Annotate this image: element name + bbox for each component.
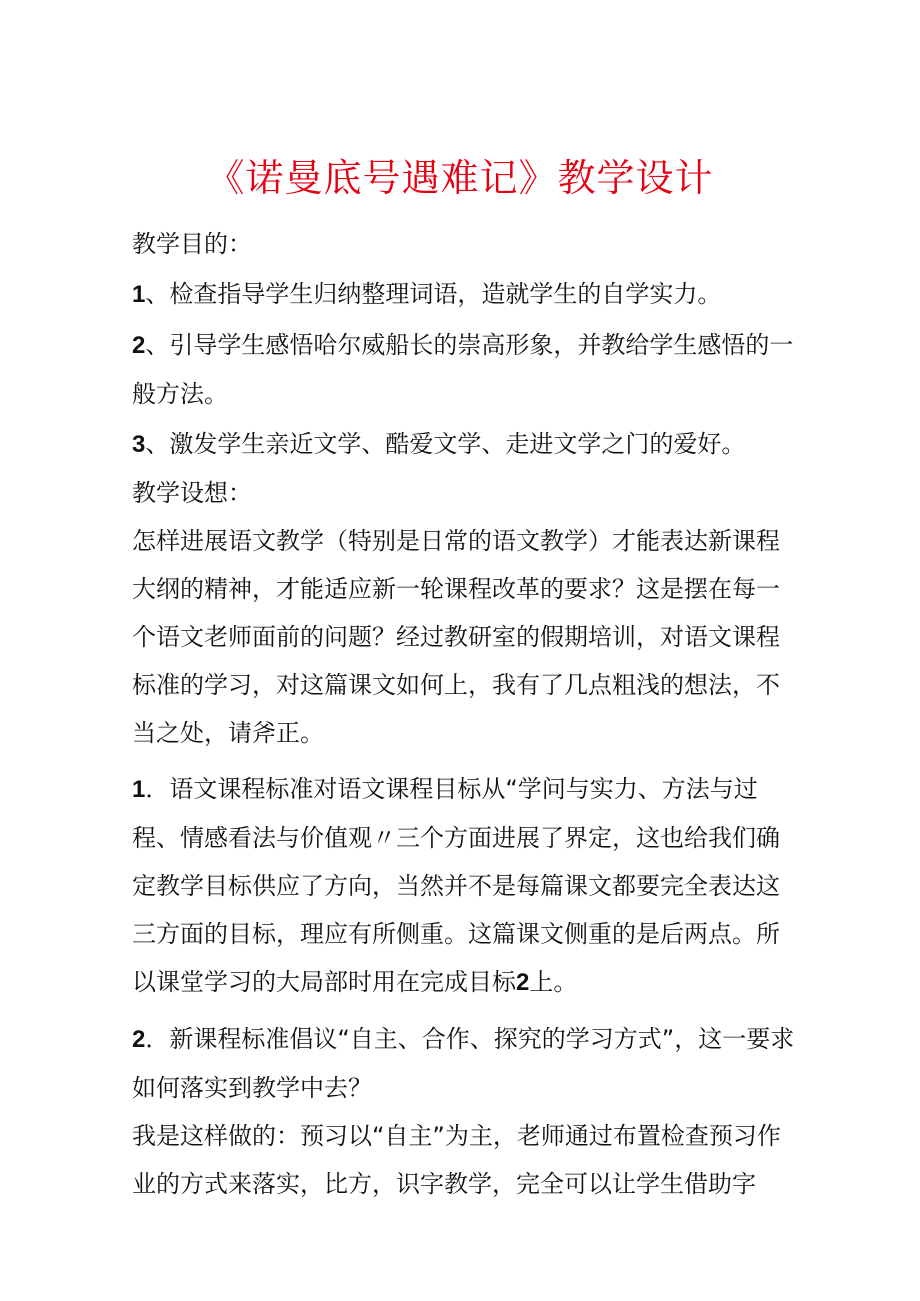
goal-text: 、激发学生亲近文学、酷爱文学、走进文学之门的爱好。 bbox=[145, 430, 746, 458]
practice-paragraph: 我是这样做的：预习以“自主”为主，老师通过布置检查预习作业的方式来落实，比方，识字教学，完全可以让学生借助字 bbox=[132, 1122, 781, 1198]
section-heading-ideas: 教学设想： bbox=[132, 479, 252, 507]
point-item-2 bbox=[132, 1015, 797, 1112]
document-body bbox=[132, 220, 797, 1208]
goal-text: 、检查指导学生归纳整理词语，造就学生的自学实力。 bbox=[145, 280, 722, 308]
goal-item-2 bbox=[132, 321, 797, 418]
point-emphasis-number: 2 bbox=[516, 969, 530, 996]
intro-paragraph: 怎样进展语文教学（特别是日常的语文教学）才能表达新课程大纲的精神，才能适应新一轮课程改革的要求？这是摆在每一个语文老师面前的问题？经过教研室的假期培训，对语文课程标准的学习，对这篇课文如何上，我有了几点粗浅的想法，不当之处，请斧正。 bbox=[132, 527, 780, 747]
section-heading-goals: 教学目的： bbox=[132, 230, 252, 258]
goal-number: 2 bbox=[132, 332, 146, 359]
goal-item-1 bbox=[132, 270, 797, 319]
document-title: 《诺曼底号遇难记》教学设计 bbox=[206, 156, 714, 200]
point-item-1 bbox=[132, 765, 797, 1007]
goal-number: 1 bbox=[132, 281, 146, 308]
point-text: ．新课程标准倡议“自主、合作、探究的学习方式”，这一要求如何落实到教学中去？ bbox=[132, 1025, 795, 1102]
goal-item-3 bbox=[132, 420, 797, 469]
goal-number: 3 bbox=[132, 431, 146, 458]
goal-text: 、引导学生感悟哈尔威船长的崇高形象，并教给学生感悟的一般方法。 bbox=[132, 331, 794, 408]
point-text-tail: 上。 bbox=[529, 968, 578, 996]
point-text: ．语文课程标准对语文课程目标从“学问与实力、方法与过程、情感看法与价值观〃三个方面进展了界定，这也给我们确定教学目标供应了方向，当然并不是每篇课文都要完全表达这三方面的目标，理应有所侧重。这篇课文侧重的是后两点。所以课堂学习的大局部时用在完成目标 bbox=[132, 775, 780, 996]
point-number: 1 bbox=[132, 776, 146, 803]
point-number: 2 bbox=[132, 1026, 146, 1053]
